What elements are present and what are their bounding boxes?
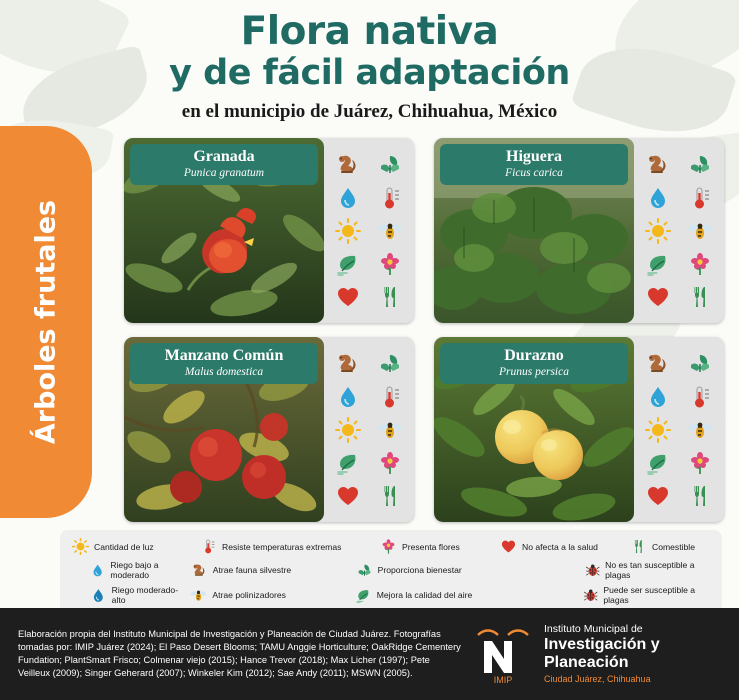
legend-label: No es tan susceptible a plagas bbox=[605, 560, 695, 580]
fauna-silvestre-icon bbox=[335, 351, 361, 377]
legend-label: No afecta a la salud bbox=[522, 541, 598, 552]
proporciona-bienestar-icon bbox=[687, 351, 713, 377]
species-photo bbox=[434, 138, 634, 323]
fauna-silvestre-icon bbox=[645, 351, 671, 377]
no-afecta-salud-icon bbox=[335, 483, 361, 509]
legend-label: Atrae fauna silvestre bbox=[212, 565, 292, 575]
polinizadores-icon bbox=[190, 587, 207, 604]
comestible-icon bbox=[687, 284, 713, 310]
imip-line3: Planeación bbox=[544, 653, 629, 671]
legend-item-polinizadores bbox=[190, 587, 354, 604]
attribute-icons bbox=[324, 337, 414, 522]
calidad-del-aire-icon bbox=[645, 450, 671, 476]
legend-label: Atrae polinizadores bbox=[212, 590, 286, 600]
comestible-icon bbox=[687, 483, 713, 509]
page-title-line2: y de fácil adaptación bbox=[169, 52, 570, 93]
species-scientific-name: Prunus persica bbox=[499, 365, 569, 378]
imip-logo-icon bbox=[470, 621, 536, 687]
legend-item-no-susceptible-plagas bbox=[585, 560, 712, 580]
fauna-silvestre-icon bbox=[191, 562, 208, 579]
riego-icon bbox=[645, 384, 671, 410]
category-banner bbox=[0, 126, 92, 518]
imip-logo bbox=[470, 621, 660, 687]
riego-icon bbox=[335, 185, 361, 211]
legend-label: Presenta flores bbox=[402, 541, 460, 552]
polinizadores-icon bbox=[377, 218, 403, 244]
legend-item-riego-bajo-moderado bbox=[72, 560, 191, 580]
proporciona-bienestar-icon bbox=[377, 351, 403, 377]
proporciona-bienestar-icon bbox=[356, 562, 373, 579]
riego-moderado-alto-icon bbox=[90, 587, 107, 604]
no-afecta-salud-icon bbox=[335, 284, 361, 310]
legend-label: Resiste temperaturas extremas bbox=[222, 541, 342, 552]
presenta-flores-icon bbox=[377, 251, 403, 277]
fauna-silvestre-icon bbox=[645, 152, 671, 178]
riego-bajo-moderado-icon bbox=[90, 562, 105, 579]
temperaturas-extremas-icon bbox=[377, 384, 403, 410]
presenta-flores-icon bbox=[687, 450, 713, 476]
page-subtitle: en el municipio de Juárez, Chihuahua, México bbox=[181, 100, 558, 122]
species-name: Higuera bbox=[506, 148, 562, 165]
imip-line1: Instituto Municipal de bbox=[544, 623, 643, 636]
species-name: Granada bbox=[193, 148, 255, 165]
legend-label: Riego bajo a moderado bbox=[110, 560, 159, 580]
no-afecta-salud-icon bbox=[645, 483, 671, 509]
legend-item-comestible bbox=[630, 538, 695, 555]
legend-item-susceptible-plagas bbox=[583, 585, 712, 605]
legend-item-fauna-silvestre bbox=[191, 562, 356, 579]
legend-label: Mejora la calidad del aire bbox=[376, 590, 473, 600]
cantidad-de-luz-icon bbox=[72, 538, 89, 555]
riego-icon bbox=[335, 384, 361, 410]
polinizadores-icon bbox=[377, 417, 403, 443]
footer bbox=[0, 608, 739, 700]
legend-label: Puede ser susceptible a plagas bbox=[603, 585, 696, 605]
polinizadores-icon bbox=[687, 417, 713, 443]
legend-item-calidad-del-aire bbox=[355, 587, 583, 604]
poster-header bbox=[0, 0, 739, 132]
no-afecta-salud-icon bbox=[500, 538, 517, 555]
species-photo bbox=[124, 138, 324, 323]
species-grid bbox=[124, 138, 724, 522]
species-scientific-name: Punica granatum bbox=[183, 166, 265, 179]
no-afecta-salud-icon bbox=[645, 284, 671, 310]
species-title bbox=[130, 144, 318, 185]
legend-item-riego-moderado-alto bbox=[72, 585, 190, 605]
legend-item-proporciona-bienestar bbox=[356, 562, 585, 579]
species-photo bbox=[124, 337, 324, 522]
riego-icon bbox=[645, 185, 671, 211]
legend-label: Riego moderado-alto bbox=[111, 585, 179, 605]
page-title-line1: Flora nativa bbox=[240, 9, 499, 54]
species-scientific-name: Malus domestica bbox=[184, 365, 264, 378]
species-title bbox=[130, 343, 318, 384]
presenta-flores-icon bbox=[687, 251, 713, 277]
imip-wordmark bbox=[544, 624, 660, 684]
cantidad-de-luz-icon bbox=[645, 218, 671, 244]
legend-label: Proporciona bienestar bbox=[377, 565, 462, 575]
temperaturas-extremas-icon bbox=[200, 538, 217, 555]
imip-line2: Investigación y bbox=[544, 635, 660, 653]
species-card-manzano-comun[interactable] bbox=[124, 337, 414, 522]
calidad-del-aire-icon bbox=[645, 251, 671, 277]
no-susceptible-plagas-icon bbox=[585, 562, 601, 579]
species-scientific-name: Ficus carica bbox=[505, 166, 563, 179]
proporciona-bienestar-icon bbox=[687, 152, 713, 178]
attribute-icons bbox=[634, 138, 724, 323]
legend-label: Cantidad de luz bbox=[94, 541, 154, 552]
legend-row bbox=[72, 538, 712, 555]
species-card-higuera[interactable] bbox=[434, 138, 724, 323]
calidad-del-aire-icon bbox=[335, 450, 361, 476]
legend-row bbox=[72, 560, 712, 580]
temperaturas-extremas-icon bbox=[687, 384, 713, 410]
legend-row bbox=[72, 585, 712, 605]
species-name: Manzano Común bbox=[164, 347, 284, 364]
species-title bbox=[440, 144, 628, 185]
legend bbox=[60, 530, 722, 614]
category-banner-label: Árboles frutales bbox=[30, 199, 62, 445]
footer-credits: Elaboración propia del Instituto Municipal de Investigación y Planeación de Ciudad Juárez. Fotografías tomadas por: IMIP Juárez (2024); El Paso Desert Blooms; TAMU Anggie Horticulture; OakRidge Cementery Fundation; PlantSmart Frisco; Colmenar viejo (2015); Hance Trevor (2018); Max Licher (1997); Pete Veilleux (2009); Singer Geherard (2007); Winkeler Kim (2012); Sae Andy (2011); MSWN (2005). bbox=[18, 628, 461, 679]
temperaturas-extremas-icon bbox=[377, 185, 403, 211]
fauna-silvestre-icon bbox=[335, 152, 361, 178]
polinizadores-icon bbox=[687, 218, 713, 244]
legend-item-presenta-flores bbox=[380, 538, 500, 555]
cantidad-de-luz-icon bbox=[335, 417, 361, 443]
proporciona-bienestar-icon bbox=[377, 152, 403, 178]
species-card-durazno[interactable] bbox=[434, 337, 724, 522]
temperaturas-extremas-icon bbox=[687, 185, 713, 211]
comestible-icon bbox=[377, 284, 403, 310]
presenta-flores-icon bbox=[377, 450, 403, 476]
comestible-icon bbox=[630, 538, 647, 555]
imip-line4: Ciudad Juárez, Chihuahua bbox=[544, 673, 651, 684]
cantidad-de-luz-icon bbox=[645, 417, 671, 443]
legend-label: Comestible bbox=[652, 541, 695, 552]
species-name: Durazno bbox=[504, 347, 564, 364]
legend-item-no-afecta-salud bbox=[500, 538, 630, 555]
species-photo bbox=[434, 337, 634, 522]
attribute-icons bbox=[634, 337, 724, 522]
calidad-del-aire-icon bbox=[335, 251, 361, 277]
legend-item-cantidad-de-luz bbox=[72, 538, 200, 555]
species-title bbox=[440, 343, 628, 384]
susceptible-plagas-icon bbox=[583, 587, 598, 604]
legend-item-temperaturas-extremas bbox=[200, 538, 380, 555]
calidad-del-aire-icon bbox=[355, 587, 372, 604]
cantidad-de-luz-icon bbox=[335, 218, 361, 244]
species-card-granada[interactable] bbox=[124, 138, 414, 323]
svg-text:IMIP: IMIP bbox=[493, 675, 513, 685]
comestible-icon bbox=[377, 483, 403, 509]
presenta-flores-icon bbox=[380, 538, 397, 555]
attribute-icons bbox=[324, 138, 414, 323]
